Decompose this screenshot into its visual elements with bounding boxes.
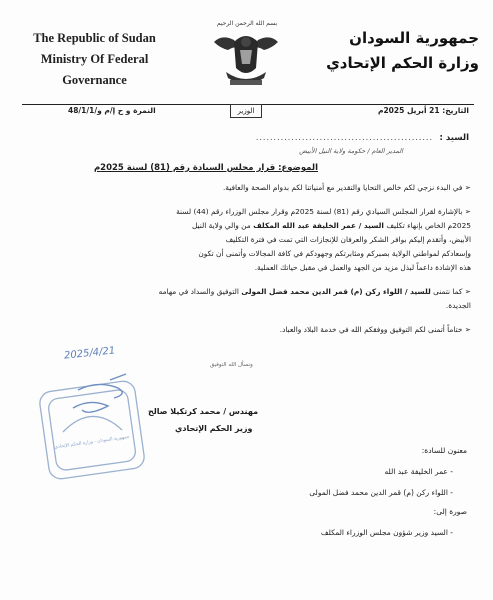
official-stamp-icon [18,372,168,482]
bullet-arrow: ➢ [462,183,471,192]
letter-date: التاريخ: 21 أبريل 2025م [377,106,469,115]
english-header [12,28,177,91]
en-line-governance: Governance [62,73,127,87]
paragraph-closing: ➢ ختاماً أتمنى لكم التوفيق ووفقكم الله في خدمة البلاد والعباد. [279,325,471,334]
handwritten-note: المدير العام / حكومة ولاية النيل الأبيض [299,147,403,155]
paragraph-reference: ➢ بالإشارة لقرار المجلس السيادي رقم (81) لسنة 2025م وقرار مجلس الوزراء رقم (44) لسنة 2025م الخاص بإنهاء تكليف السيد / عمر الخليفة عبد الله المكلف من والي ولاية النيل الأبيض، وأتقدم إليكم بوافر الشكر والعرفان للإنجازات التي تمت في فترة التكليف وإسعادكم لمواطني الولاية بصبركم ومثابرتكم وجهودكم في كافة المجالات وأتمنى أن تكون هذه الإشادة داعماً لبذل مزيد من الجهد والعمل في مقبل حياتك العملية. [176,207,471,272]
to-label: معنون للسادة: [421,446,467,455]
subject-line: الموضوع: قرار مجلس السيادة رقم (81) لسنة 2025م [93,163,318,173]
office-label: الوزير [230,104,262,118]
sudan-emblem-icon [204,28,288,90]
paragraph-wishes: ➢ كما نتمنى للسيد / اللواء ركن (م) قمر الدين محمد فضل المولى التوفيق والسداد في مهامه الجديدة. [158,287,471,310]
en-line-ministry: Ministry Of Federal [40,52,149,66]
ar-line-ministry: وزارة الحكم الإتحادي [326,54,479,72]
cc-item-1: - السيد وزير شؤون مجلس الوزراء المكلف [320,528,453,537]
arabic-header [314,26,479,76]
handwritten-date: 2025/4/21 [63,345,116,362]
basmala: بسم الله الرحمن الرحيم [216,20,278,27]
to-item-2: - اللواء ركن (م) قمر الدين محمد فضل المولى [309,488,453,497]
bullet-arrow: ➢ [462,207,471,216]
signatory-title: وزير الحكم الإتحادي [175,424,253,433]
addressee-label: السيد : [439,133,469,143]
ar-line-republic: جمهورية السودان [349,29,479,47]
reference-number: النمرة و ح إ/م و/48/1/1 [68,106,156,115]
cc-label: صورة إلى: [433,507,467,516]
to-item-1: - عمر الخليفة عبد الله [384,467,453,476]
bullet-arrow: ➢ [462,325,471,334]
paragraph-greeting: ➢ في البدء نزجي لكم خالص التحايا والتقدير مع أمنياتنا لكم بدوام الصحة والعافية. [222,183,471,192]
bullet-arrow: ➢ [462,287,471,296]
signatory-name: مهندس / محمد كرتكيلا صالح [148,407,259,416]
closing-phrase: ونسأل الله التوفيق [210,362,253,368]
addressee-dots: .................................................. [255,133,433,142]
en-line-republic: The Republic of Sudan [33,31,156,45]
stamp-text: جمهورية السودان - وزارة الحكم الإتحادي [54,434,130,451]
